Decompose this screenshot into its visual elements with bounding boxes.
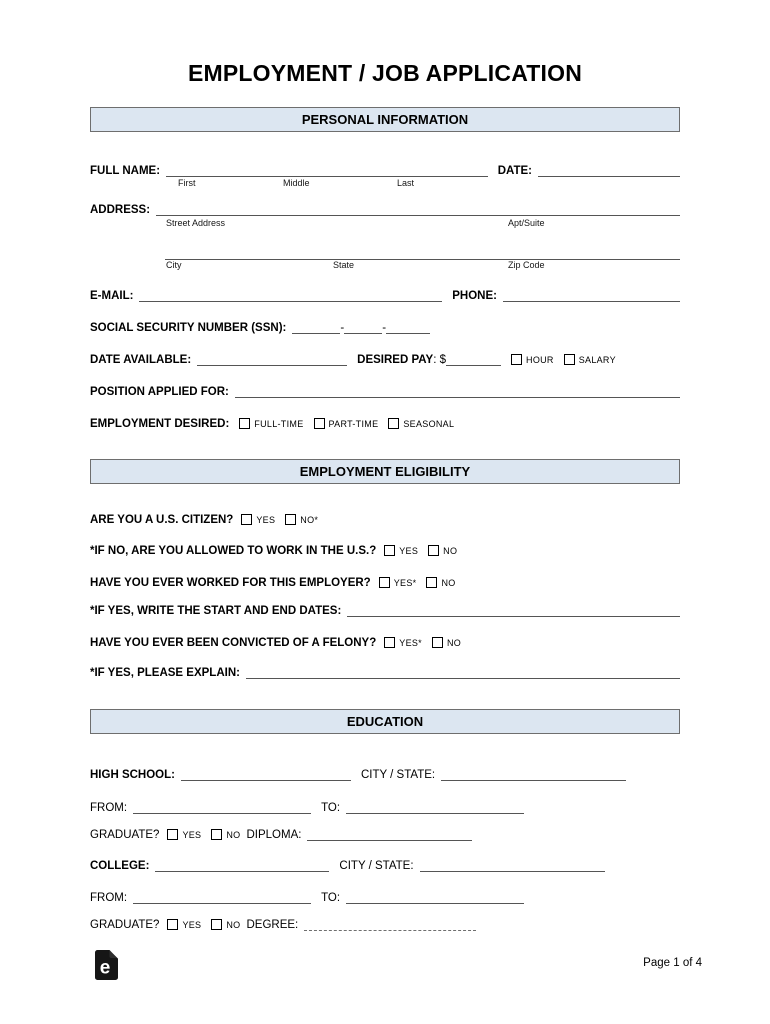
checkbox-hour-label: HOUR <box>526 354 554 365</box>
checkbox-full-time[interactable] <box>239 418 250 429</box>
full-time-option <box>239 418 303 430</box>
diploma-label: DIPLOMA: <box>246 829 302 841</box>
citizen-question: ARE YOU A U.S. CITIZEN? <box>90 514 234 526</box>
dates-question: *IF YES, WRITE THE START AND END DATES: <box>90 605 342 617</box>
high-school-input[interactable] <box>181 767 351 781</box>
citizen-yes-option <box>241 514 275 526</box>
hs-graduate-row <box>90 825 680 841</box>
checkbox-allowed-yes[interactable] <box>384 545 395 556</box>
diploma-input[interactable] <box>307 827 472 841</box>
email-phone-row <box>90 286 680 302</box>
ssn-dash: - <box>340 322 345 334</box>
position-row <box>90 382 680 398</box>
hs-graduate-label: GRADUATE? <box>90 829 160 841</box>
ssn-part3-input[interactable] <box>386 320 430 334</box>
checkbox-worked-no-label: NO <box>441 577 456 588</box>
explain-question: *IF YES, PLEASE EXPLAIN: <box>90 667 240 679</box>
hs-from-input[interactable] <box>133 800 311 814</box>
eforms-logo-letter: e <box>99 957 111 979</box>
ssn-part1-input[interactable] <box>292 320 340 334</box>
college-input[interactable] <box>155 858 329 872</box>
checkbox-worked-yes[interactable] <box>379 577 390 588</box>
section-header-personal-label: PERSONAL INFORMATION <box>301 112 469 127</box>
college-city-state-label: CITY / STATE: <box>339 860 414 872</box>
date-available-input[interactable] <box>197 352 347 366</box>
name-sublabels-row <box>90 177 680 188</box>
checkbox-college-graduate-no[interactable] <box>211 919 222 930</box>
checkbox-allowed-yes-label: YES <box>399 545 419 556</box>
allowed-no-option <box>428 545 457 557</box>
seasonal-option <box>388 418 454 430</box>
college-city-state-input[interactable] <box>420 858 605 872</box>
middle-sublabel: Middle <box>283 178 310 188</box>
apt-sublabel: Apt/Suite <box>508 218 545 228</box>
employment-desired-label: EMPLOYMENT DESIRED: <box>90 418 230 430</box>
hour-option <box>511 354 554 366</box>
checkbox-seasonal-label: SEASONAL <box>403 418 455 429</box>
felony-question-row <box>90 633 680 649</box>
address-sublabels-row <box>90 217 680 228</box>
hs-from-to-row <box>90 798 680 814</box>
checkbox-hs-graduate-no-label: NO <box>226 829 241 840</box>
worked-question: HAVE YOU EVER WORKED FOR THIS EMPLOYER? <box>90 577 371 589</box>
college-graduate-row <box>90 915 680 931</box>
state-sublabel: State <box>333 260 355 270</box>
section-header-personal <box>90 107 680 132</box>
felony-no-option <box>432 637 461 649</box>
college-from-label: FROM: <box>90 892 128 904</box>
phone-label: PHONE: <box>452 290 497 302</box>
desired-pay-input[interactable] <box>446 352 501 366</box>
date-label: DATE: <box>497 165 532 177</box>
checkbox-citizen-yes-label: YES <box>256 514 276 525</box>
page-number: Page 1 of 4 <box>643 957 702 969</box>
desired-pay-suffix: : $ <box>433 354 447 366</box>
checkbox-salary[interactable] <box>564 354 575 365</box>
checkbox-hs-graduate-yes[interactable] <box>167 829 178 840</box>
email-label: E-MAIL: <box>90 290 134 302</box>
checkbox-college-graduate-yes-label: YES <box>182 919 202 930</box>
checkbox-college-graduate-yes[interactable] <box>167 919 178 930</box>
checkbox-college-graduate-no-label: NO <box>226 919 241 930</box>
address-row <box>90 200 680 216</box>
eforms-logo-icon <box>95 950 118 980</box>
degree-label: DEGREE: <box>246 919 299 931</box>
checkbox-part-time[interactable] <box>314 418 325 429</box>
explain-question-row <box>90 663 680 679</box>
address-label: ADDRESS: <box>90 204 151 216</box>
allowed-yes-option <box>384 545 418 557</box>
hs-city-state-input[interactable] <box>441 767 626 781</box>
checkbox-full-time-label: FULL-TIME <box>254 418 304 429</box>
eforms-logo <box>95 950 118 985</box>
city-sublabels-row <box>90 259 680 270</box>
ssn-part2-input[interactable] <box>344 320 382 334</box>
section-header-eligibility <box>90 459 680 484</box>
college-to-label: TO: <box>321 892 341 904</box>
checkbox-worked-no[interactable] <box>426 577 437 588</box>
worked-question-row <box>90 573 680 589</box>
hs-graduate-yes-option <box>167 829 201 841</box>
section-header-eligibility-label: EMPLOYMENT ELIGIBILITY <box>299 464 471 479</box>
full-name-row <box>90 161 680 177</box>
section-header-education <box>90 709 680 734</box>
salary-option <box>564 354 616 366</box>
date-input[interactable] <box>538 163 680 177</box>
position-input[interactable] <box>235 384 680 398</box>
page-title: EMPLOYMENT / JOB APPLICATION <box>187 60 583 86</box>
college-graduate-yes-option <box>167 919 201 931</box>
start-end-dates-input[interactable] <box>347 603 680 617</box>
checkbox-citizen-no-label: NO* <box>300 514 319 525</box>
checkbox-hs-graduate-no[interactable] <box>211 829 222 840</box>
college-graduate-label: GRADUATE? <box>90 919 160 931</box>
checkbox-felony-no-label: NO <box>446 637 462 648</box>
college-from-to-row <box>90 888 680 904</box>
section-header-education-label: EDUCATION <box>346 714 424 729</box>
allowed-question-row <box>90 541 680 557</box>
citizen-question-row <box>90 510 680 526</box>
checkbox-allowed-no-label: NO <box>443 545 458 556</box>
hs-to-label: TO: <box>321 802 341 814</box>
checkbox-worked-yes-label: YES* <box>393 577 417 588</box>
explain-input[interactable] <box>246 665 680 679</box>
felony-question: HAVE YOU EVER BEEN CONVICTED OF A FELONY? <box>90 637 377 649</box>
full-name-input[interactable] <box>166 163 488 177</box>
street-sublabel: Street Address <box>166 218 226 228</box>
checkbox-citizen-yes[interactable] <box>241 514 252 525</box>
college-to-input[interactable] <box>346 890 524 904</box>
part-time-option <box>314 418 379 430</box>
hs-from-label: FROM: <box>90 802 128 814</box>
date-available-label: DATE AVAILABLE: <box>90 354 192 366</box>
last-sublabel: Last <box>397 178 415 188</box>
city-sublabel: City <box>166 260 182 270</box>
date-available-row <box>90 350 680 366</box>
checkbox-citizen-no[interactable] <box>285 514 296 525</box>
ssn-label: SOCIAL SECURITY NUMBER (SSN): <box>90 322 287 334</box>
ssn-row <box>90 318 680 334</box>
hs-city-state-label: CITY / STATE: <box>360 769 436 781</box>
high-school-label: HIGH SCHOOL: <box>90 769 175 781</box>
hs-to-input[interactable] <box>346 800 524 814</box>
dates-question-row <box>90 601 680 617</box>
street-address-input[interactable] <box>156 202 680 216</box>
checkbox-seasonal[interactable] <box>388 418 399 429</box>
high-school-row <box>90 765 680 781</box>
college-label: COLLEGE: <box>90 860 150 872</box>
email-input[interactable] <box>139 288 442 302</box>
city-state-zip-input[interactable] <box>165 246 680 260</box>
citizen-no-option <box>285 514 318 526</box>
phone-input[interactable] <box>503 288 680 302</box>
checkbox-salary-label: SALARY <box>578 354 616 365</box>
worked-yes-option <box>379 577 417 589</box>
checkbox-felony-yes-label: YES* <box>399 637 422 648</box>
checkbox-hour[interactable] <box>511 354 522 365</box>
full-name-label: FULL NAME: <box>90 165 161 177</box>
college-row <box>90 856 680 872</box>
allowed-question: *IF NO, ARE YOU ALLOWED TO WORK IN THE U.S.? <box>90 545 377 557</box>
zip-sublabel: Zip Code <box>508 260 545 270</box>
desired-pay-label: DESIRED PAY <box>357 354 434 366</box>
college-from-input[interactable] <box>133 890 311 904</box>
felony-yes-option <box>384 637 422 649</box>
checkbox-felony-yes[interactable] <box>384 637 395 648</box>
checkbox-allowed-no[interactable] <box>428 545 439 556</box>
checkbox-felony-no[interactable] <box>432 637 443 648</box>
position-label: POSITION APPLIED FOR: <box>90 386 229 398</box>
hs-graduate-no-option <box>211 829 240 841</box>
college-graduate-no-option <box>211 919 240 931</box>
degree-input[interactable] <box>304 917 476 931</box>
checkbox-hs-graduate-yes-label: YES <box>182 829 202 840</box>
ssn-dash: - <box>382 322 387 334</box>
employment-desired-row <box>90 414 680 430</box>
first-sublabel: First <box>178 178 196 188</box>
address-line2-row <box>90 244 680 260</box>
checkbox-part-time-label: PART-TIME <box>328 418 379 429</box>
worked-no-option <box>426 577 455 589</box>
